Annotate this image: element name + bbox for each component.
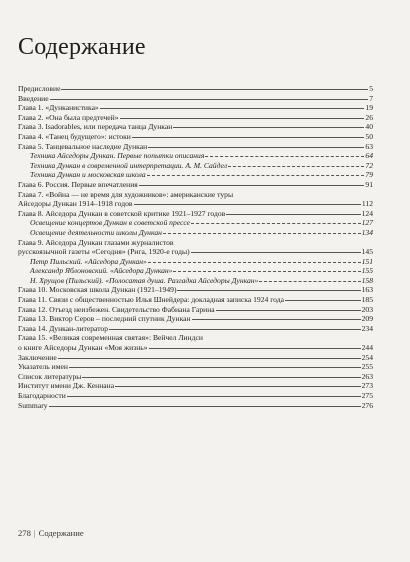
- toc-entry-title: Александр Яблоновский. «Айседора Дункан»: [30, 266, 173, 276]
- toc-entry-title: Техника Дункан и московская школа: [30, 170, 146, 180]
- toc-entry-title: Глава 8. Айседора Дункан в советской критике 1921–1927 годов: [18, 208, 226, 218]
- toc-page-number: 151: [361, 256, 373, 266]
- toc-page-number: 276: [361, 400, 373, 410]
- toc-entry-title: Айседоры Дункан 1914–1918 годов: [18, 199, 133, 209]
- toc-leader-line: [61, 89, 368, 90]
- toc-page-number: 163: [361, 285, 373, 295]
- toc-entry[interactable]: [18, 381, 373, 391]
- toc-entry-title: Глава 12. Отъезд неизбежен. Свидетельство Фабиана Гарина: [18, 304, 215, 314]
- toc-entry[interactable]: [18, 333, 373, 343]
- toc-page-number: 127: [361, 218, 373, 228]
- toc-page-number: 234: [361, 323, 373, 333]
- page-footer: [18, 528, 84, 538]
- toc-leader-line: [58, 358, 361, 359]
- toc-entry[interactable]: [18, 132, 373, 142]
- toc-entry[interactable]: [18, 103, 373, 113]
- toc-entry-title: Благодарности: [18, 391, 66, 400]
- toc-leader-line: [228, 166, 364, 167]
- toc-leader-line: [109, 329, 361, 330]
- running-title: Содержание: [38, 528, 84, 538]
- toc-page-number: 275: [361, 391, 373, 400]
- toc-leader-line: [82, 377, 360, 378]
- toc-entry-title: Список литературы: [18, 371, 82, 381]
- toc-entry-title: Петр Пильский. «Айседора Дункан»: [30, 256, 147, 266]
- toc-subentry[interactable]: [18, 266, 373, 276]
- toc-leader-line: [147, 175, 365, 176]
- toc-page-number: 91: [365, 179, 373, 189]
- toc-leader-line: [191, 223, 361, 224]
- toc-page-number: 145: [361, 247, 373, 257]
- toc-entry-title: Глава 1. «Дунканистика»: [18, 103, 99, 113]
- toc-entry-title: Summary: [18, 400, 48, 410]
- toc-entry[interactable]: [18, 295, 373, 305]
- toc-entry-title: Техника Дункан в современной интерпретации. А. М. Сайдел: [30, 160, 228, 170]
- toc-entry-title: Глава 14. Дункан-литератор: [18, 323, 109, 333]
- toc-entry-title: Глава 3. Isadorables, или передача танца Дункан: [18, 122, 173, 132]
- toc-leader-line: [49, 406, 361, 407]
- toc-page-number: 155: [361, 266, 373, 276]
- toc-leader-line: [139, 185, 365, 186]
- toc-page-number: 263: [361, 371, 373, 381]
- toc-subentry[interactable]: [18, 228, 373, 238]
- toc-page-number: 26: [365, 112, 373, 122]
- toc-entry-title: Введение: [18, 93, 49, 103]
- toc-page-number: 7: [369, 93, 373, 103]
- toc-subentry[interactable]: [18, 161, 373, 171]
- toc-page-number: 64: [365, 151, 373, 161]
- toc-subentry[interactable]: [18, 151, 373, 161]
- toc-entry[interactable]: [18, 391, 373, 401]
- toc-entry[interactable]: [18, 247, 373, 257]
- toc-entry-title: русскоязычной газеты «Сегодня» (Рига, 1920-е годы): [18, 247, 190, 257]
- toc-entry-title: Глава 9. Айседора Дункан глазами журналистов: [18, 237, 174, 247]
- toc-entry[interactable]: [18, 343, 373, 353]
- toc-leader-line: [148, 262, 361, 263]
- toc-entry-title: Глава 10. Московская школа Дункан (1921–1949): [18, 285, 177, 295]
- toc-page-number: 254: [361, 352, 373, 362]
- toc-subentry[interactable]: [18, 257, 373, 267]
- toc-page-number: 255: [361, 362, 373, 372]
- toc-entry[interactable]: [18, 113, 373, 123]
- page-title: Содержание: [18, 34, 146, 60]
- toc-entry[interactable]: [18, 180, 373, 190]
- toc-entry[interactable]: [18, 362, 373, 372]
- toc-page-number: 112: [361, 199, 373, 209]
- toc-leader-line: [148, 147, 364, 148]
- toc-entry-title: Глава 5. Танцевальное наследие Дункан: [18, 141, 148, 151]
- toc-page-number: 5: [369, 84, 373, 93]
- toc-entry[interactable]: [18, 305, 373, 315]
- toc-entry[interactable]: [18, 94, 373, 104]
- toc-page-number: 185: [361, 295, 373, 305]
- toc-entry[interactable]: [18, 314, 373, 324]
- toc-leader-line: [69, 367, 361, 368]
- toc-entry[interactable]: [18, 122, 373, 132]
- toc-page-number: 63: [365, 141, 373, 151]
- toc-leader-line: [67, 396, 361, 397]
- toc-leader-line: [134, 204, 361, 205]
- toc-entry-title: Техника Айседоры Дункан. Первые попытки описания: [30, 151, 205, 161]
- footer-separator: |: [33, 528, 36, 538]
- toc-entry-title: Глава 13. Виктор Серов – последний спутник Дункан: [18, 314, 191, 324]
- toc-leader-line: [149, 348, 361, 349]
- page-number: 278: [18, 528, 31, 538]
- toc-leader-line: [132, 137, 365, 138]
- toc-entry-title: Указатель имен: [18, 362, 68, 372]
- toc-leader-line: [163, 233, 361, 234]
- toc-entry[interactable]: [18, 324, 373, 334]
- toc-entry[interactable]: [18, 209, 373, 219]
- toc-page-number: 72: [365, 160, 373, 170]
- toc-entry-title: Глава 4. «Танец будущего»: истоки: [18, 131, 131, 141]
- toc-subentry[interactable]: [18, 276, 373, 286]
- toc-page-number: 124: [361, 208, 373, 218]
- toc-leader-line: [50, 99, 369, 100]
- toc-page-number: 158: [361, 275, 373, 285]
- toc-page-number: 244: [361, 343, 373, 353]
- toc-entry[interactable]: [18, 372, 373, 382]
- toc-leader-line: [216, 310, 361, 311]
- toc-entry-title: о книге Айседоры Дункан «Моя жизнь»: [18, 343, 148, 353]
- toc-entry[interactable]: [18, 285, 373, 295]
- toc-entry-title: Глава 6. Россия. Первые впечатления: [18, 179, 138, 189]
- toc-subentry[interactable]: [18, 218, 373, 228]
- toc-entry[interactable]: [18, 199, 373, 209]
- toc-entry[interactable]: [18, 84, 373, 94]
- toc-leader-line: [259, 281, 360, 282]
- toc-entry-title: Глава 11. Связи с общественностью Илья Шнейдера: докладная записка 1924 года: [18, 295, 284, 305]
- toc-leader-line: [177, 290, 360, 291]
- toc-leader-line: [205, 156, 364, 157]
- toc-entry-title: Глава 15. «Великая современная святая»: Вейчел Линдси: [18, 333, 203, 343]
- toc-page-number: 50: [365, 131, 373, 141]
- toc-entry-title: Институт имени Дж. Кеннана: [18, 381, 115, 391]
- toc-leader-line: [285, 300, 361, 301]
- toc-page-number: 209: [361, 314, 373, 324]
- toc-entry-title: Предисловие: [18, 84, 61, 93]
- toc-entry[interactable]: [18, 238, 373, 248]
- toc-entry-title: Н. Хрущов (Пильский). «Полосатая душа. Разгадка Айседоры Дункан»: [30, 275, 259, 285]
- toc-page-number: 79: [365, 170, 373, 180]
- toc-subentry[interactable]: [18, 170, 373, 180]
- toc-leader-line: [115, 386, 361, 387]
- toc-leader-line: [173, 271, 360, 272]
- toc-entry[interactable]: [18, 353, 373, 363]
- toc-leader-line: [191, 252, 361, 253]
- toc-entry[interactable]: [18, 190, 373, 200]
- toc-leader-line: [120, 118, 365, 119]
- toc-entry-title: Освещение концертов Дункан в советской прессе: [30, 218, 191, 228]
- toc-entry-title: Глава 2. «Она была предтечей»: [18, 112, 119, 122]
- toc-entry[interactable]: [18, 401, 373, 411]
- toc-entry-title: Освещение деятельности школы Дункан: [30, 227, 162, 237]
- toc-entry-title: Глава 7. «Война — не время для художников»: американские туры: [18, 189, 234, 199]
- toc-page-number: 19: [365, 103, 373, 113]
- toc-page-number: 40: [365, 122, 373, 132]
- toc-page-number: 134: [361, 227, 373, 237]
- toc-entry-title: Заключение: [18, 352, 57, 362]
- toc-entry[interactable]: [18, 142, 373, 152]
- toc-leader-line: [173, 127, 364, 128]
- toc-page-number: 273: [361, 381, 373, 391]
- toc-page-number: 203: [361, 304, 373, 314]
- toc-leader-line: [226, 214, 360, 215]
- table-of-contents: [18, 84, 373, 410]
- toc-leader-line: [100, 108, 365, 109]
- toc-leader-line: [192, 319, 361, 320]
